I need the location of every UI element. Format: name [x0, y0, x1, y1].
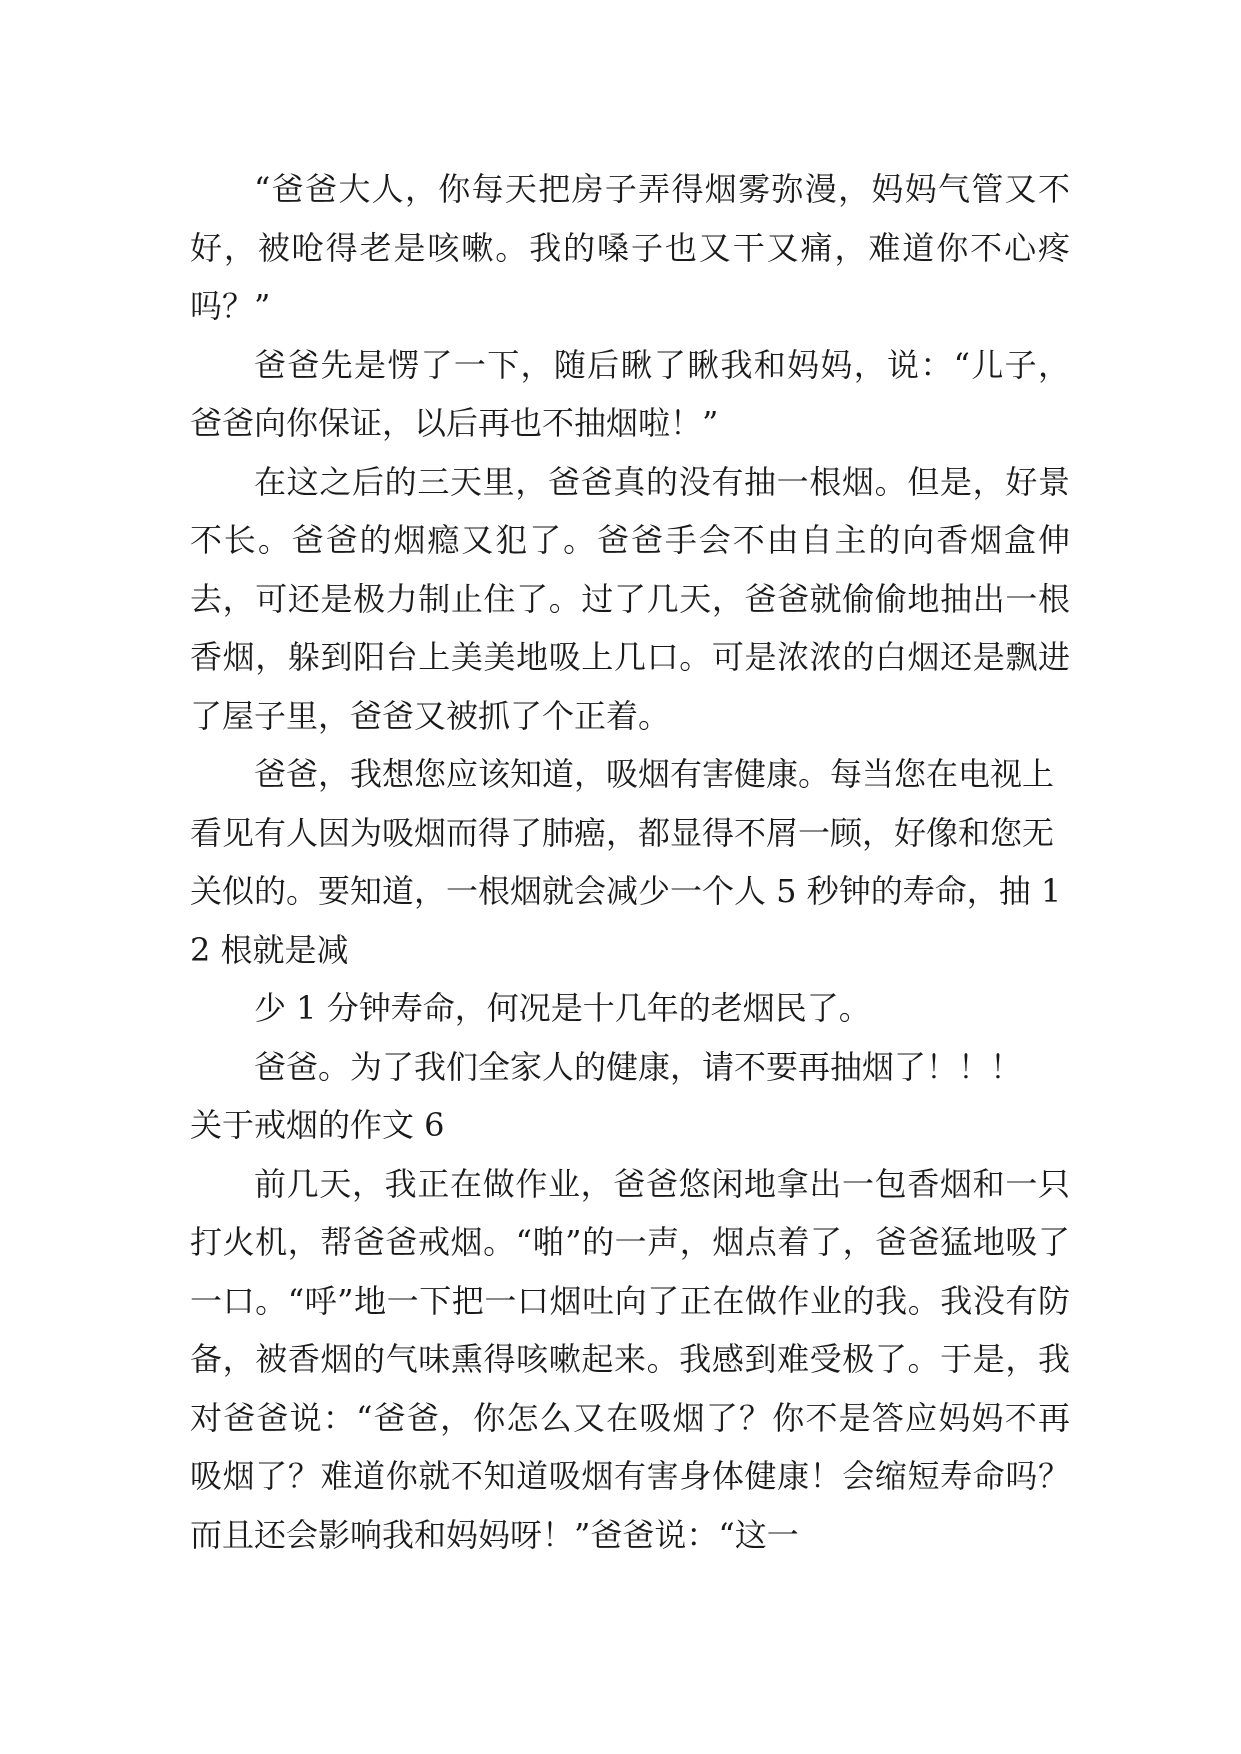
paragraph: 爸爸。为了我们全家人的健康，请不要再抽烟了！！！: [254, 1047, 1023, 1086]
paragraph: 爸爸先是愣了一下，随后瞅了瞅我和妈妈，说：“儿子，爸爸向你保证，以后再也不抽烟啦！”: [190, 345, 1070, 442]
paragraph: 少 1 分钟寿命，何况是十几年的老烟民了。: [254, 989, 871, 1027]
section-heading: 关于戒烟的作文 6: [190, 1106, 445, 1144]
paragraph: “爸爸大人，你每天把房子弄得烟雾弥漫，妈妈气管又不好，被呛得老是咳嗽。我的嗓子也又干又痛，难道你不心疼吗？”: [190, 170, 1070, 325]
paragraph: 在这之后的三天里，爸爸真的没有抽一根烟。但是，好景不长。爸爸的烟瘾又犯了。爸爸手会不由自主的向香烟盒伸去，可还是极力制止住了。过了几天，爸爸就偷偷地抽出一根香烟，躲到阳台上美美地吸上几口。可是浓浓的白烟还是飘进了屋子里，爸爸又被抓了个正着。: [190, 462, 1070, 735]
paragraph: 前几天，我正在做作业，爸爸悠闲地拿出一包香烟和一只打火机，帮爸爸戒烟。“啪”的一声，烟点着了，爸爸猛地吸了一口。“呼”地一下把一口烟吐向了正在做作业的我。我没有防备，被香烟的气味熏得咳嗽起来。我感到难受极了。于是，我对爸爸说：“爸爸，你怎么又在吸烟了？你不是答应妈妈不再吸烟了？难道你就不知道吸烟有害身体健康！会缩短寿命吗？而且还会影响我和妈妈呀！”爸爸说：“这一: [190, 1164, 1070, 1554]
paragraph: 爸爸，我想您应该知道，吸烟有害健康。每当您在电视上看见有人因为吸烟而得了肺癌，都显得不屑一顾，好像和您无关似的。要知道，一根烟就会减少一个人 5 秒钟的寿命，抽 12 根就是减: [190, 755, 1062, 969]
document-body: [190, 160, 1070, 1564]
